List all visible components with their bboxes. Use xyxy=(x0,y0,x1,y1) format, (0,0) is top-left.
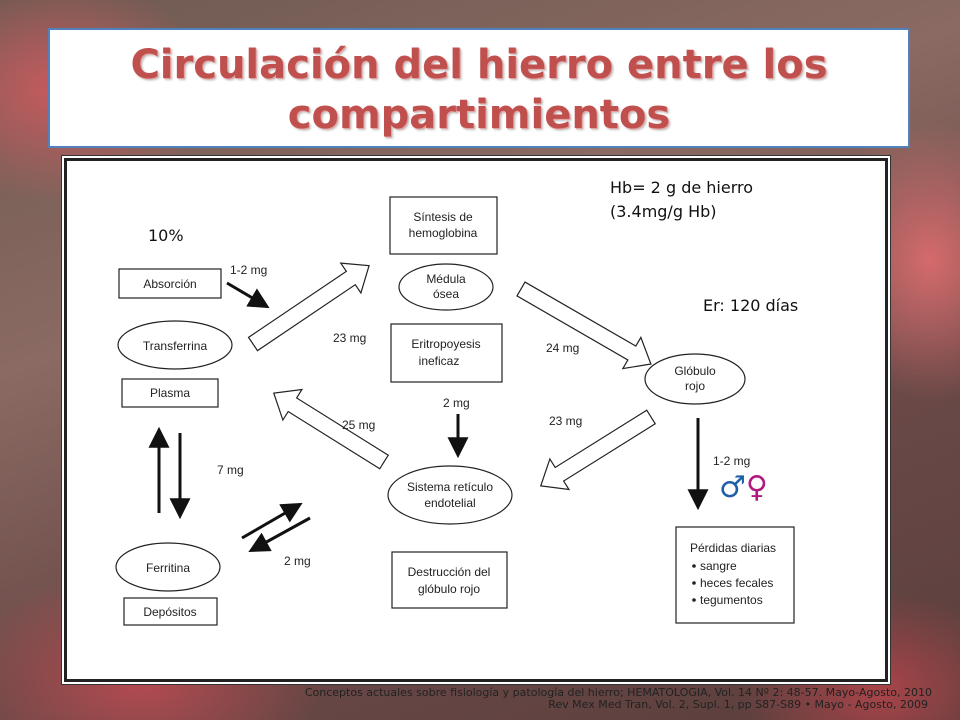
medula-label-1: Médula xyxy=(426,272,466,286)
flow-globulo-to-sistema-label: 23 mg xyxy=(549,414,583,428)
eritropoyesis-box xyxy=(391,324,502,382)
er-note: Er: 120 días xyxy=(703,296,799,315)
male-female-icon: ♂♀ xyxy=(719,470,768,505)
title-box xyxy=(48,28,910,148)
sistema-label-1: Sistema retículo xyxy=(406,480,494,494)
ferritina-label: Ferritina xyxy=(145,561,191,575)
absorcion-label: Absorción xyxy=(143,277,197,291)
depositos-label: Depósitos xyxy=(143,605,197,619)
eritropoyesis-label-2: ineficaz xyxy=(418,354,460,368)
sistema-label-2: endotelial xyxy=(424,496,476,510)
footer-reference-1: Conceptos actuales sobre fisiología y patología del hierro; HEMATOLOGIA, Vol. 14 Nº 2: 48-57. Mayo-Agosto, 2010 xyxy=(304,686,932,699)
hollow-arrow-to-globulo xyxy=(512,273,660,379)
sintesis-label-2: hemoglobina xyxy=(408,226,478,240)
destruccion-label-2: glóbulo rojo xyxy=(417,582,481,596)
arrow-sistema-to-ferritina xyxy=(252,518,310,550)
bullet xyxy=(692,598,696,602)
eritropoyesis-label-1: Eritropoyesis xyxy=(411,337,481,351)
destruccion-box xyxy=(392,552,507,608)
medula-label-2: ósea xyxy=(432,287,460,301)
arrow-ferritina-to-sistema xyxy=(242,505,299,538)
bullet xyxy=(692,581,696,585)
flow-absorcion-label: 1-2 mg xyxy=(230,263,268,277)
globulo-label-2: rojo xyxy=(684,379,706,393)
sintesis-label-1: Síntesis de xyxy=(413,210,473,224)
perdidas-item-sangre: sangre xyxy=(700,559,737,573)
flow-perdidas-label: 1-2 mg xyxy=(713,454,751,468)
perdidas-title: Pérdidas diarias xyxy=(690,541,777,555)
perdidas-item-tegumentos: tegumentos xyxy=(700,593,763,607)
transferrina-label: Transferrina xyxy=(142,339,208,353)
flow-to-globulo-label: 24 mg xyxy=(546,341,580,355)
diagram-panel xyxy=(64,158,888,682)
plasma-label: Plasma xyxy=(149,386,191,400)
flow-to-medula-label: 23 mg xyxy=(333,331,367,345)
sistema-ellipse xyxy=(388,466,512,524)
flow-eritropoyesis-label: 2 mg xyxy=(443,396,470,410)
bullet xyxy=(692,564,696,568)
flow-sistema-to-plasma-label: 25 mg xyxy=(342,418,376,432)
globulo-label-1: Glóbulo xyxy=(674,364,716,378)
flow-plasma-ferritina-label: 7 mg xyxy=(217,463,244,477)
destruccion-label-1: Destrucción del xyxy=(407,565,491,579)
iron-circulation-diagram xyxy=(67,161,885,679)
slide-title: Circulación del hierro entre los compartimientos xyxy=(130,42,828,138)
footer-reference-2: Rev Mex Med Tran, Vol. 2, Supl. 1, pp S87-S89 • Mayo - Agosto, 2009 xyxy=(548,698,928,711)
arrow-absorcion xyxy=(227,283,266,306)
flow-ferritina-sistema-label: 2 mg xyxy=(284,554,311,568)
hb-note: Hb= 2 g de hierro (3.4mg/g Hb) xyxy=(610,178,754,221)
sex-symbols xyxy=(719,470,768,505)
perdidas-item-heces: heces fecales xyxy=(700,576,774,590)
percent-note: 10% xyxy=(148,226,184,245)
